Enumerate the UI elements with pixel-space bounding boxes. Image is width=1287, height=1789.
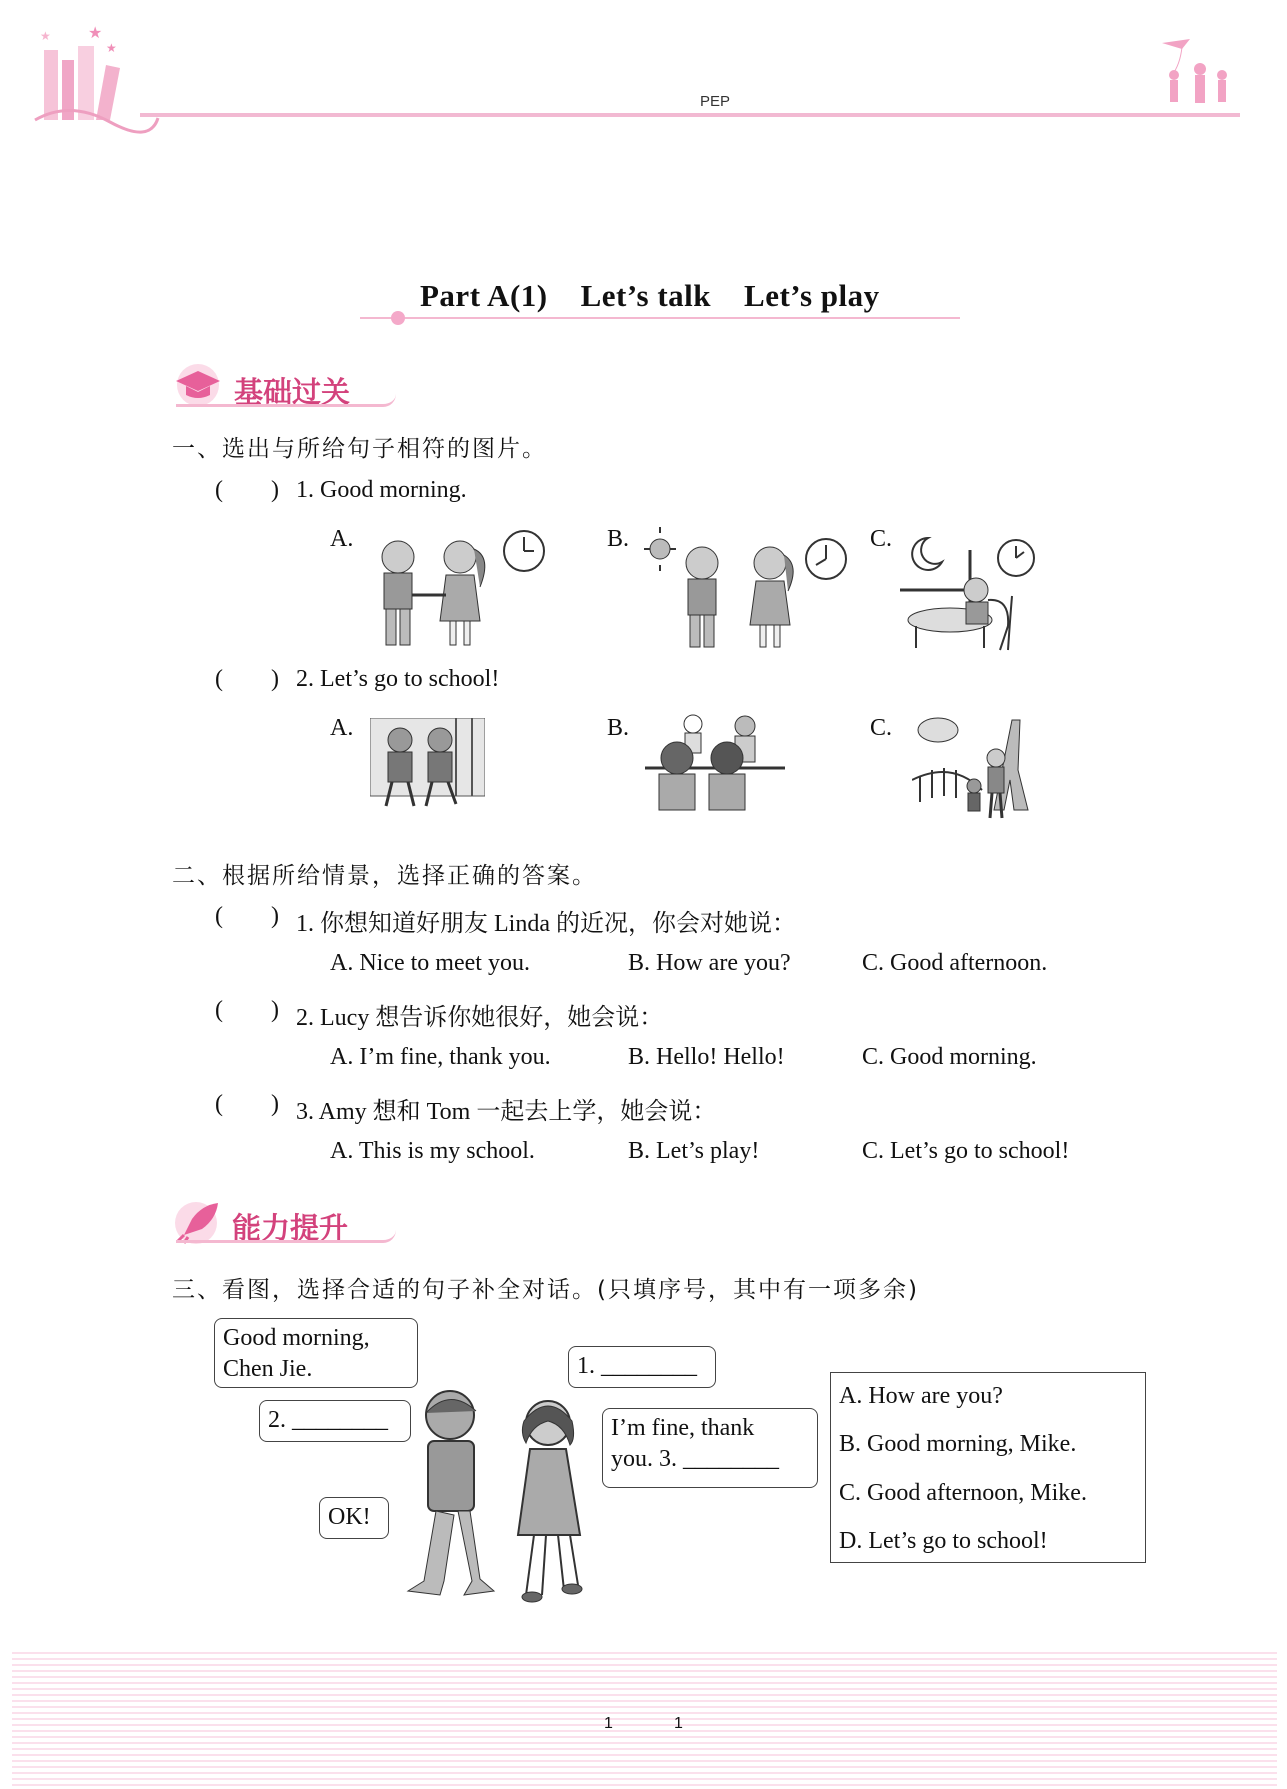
answer-option-b[interactable]: B. Good morning, Mike. [839, 1431, 1077, 1457]
q2-item3-option-c[interactable]: C. Let’s go to school! [862, 1138, 1070, 1164]
q2-item1-option-a[interactable]: A. Nice to meet you. [330, 950, 530, 976]
q1-item2-paren[interactable]: ( ) [215, 666, 279, 692]
q2-item3-option-a[interactable]: A. This is my school. [330, 1138, 535, 1164]
header-kids-illustration [1160, 35, 1240, 115]
q1-item1-picture-a[interactable] [370, 525, 550, 650]
q1-item1-option-a[interactable]: A. [330, 526, 354, 552]
section-basic-swoosh [176, 394, 396, 407]
section-advanced-swoosh [176, 1230, 396, 1243]
q2-item1-option-c[interactable]: C. Good afternoon. [862, 950, 1048, 976]
q2-item2-option-a[interactable]: A. I’m fine, thank you. [330, 1044, 551, 1070]
speech-bubble-blank-2[interactable]: 2. ________ [259, 1400, 411, 1442]
speech-bubble-blank-1[interactable]: 1. ________ [568, 1346, 716, 1388]
page-number-right: 1 [674, 1715, 683, 1732]
answer-option-d[interactable]: D. Let’s go to school! [839, 1528, 1048, 1554]
q1-item1-option-c[interactable]: C. [870, 526, 893, 552]
svg-text:★: ★ [40, 29, 51, 43]
answer-option-a[interactable]: A. How are you? [839, 1383, 1003, 1409]
q1-item2-picture-a[interactable] [370, 718, 485, 810]
section-advanced-heading: 能力提升 [232, 1211, 349, 1245]
q1-item1-option-b[interactable]: B. [607, 526, 630, 552]
header-label: PEP [700, 93, 731, 110]
page-title: Part A(1) Let’s talk Let’s play [420, 278, 880, 313]
q1-item1-picture-b[interactable] [642, 525, 852, 650]
q2-item1-option-b[interactable]: B. How are you? [628, 950, 791, 976]
q2-item3-option-b[interactable]: B. Let’s play! [628, 1138, 760, 1164]
q2-item3-text: 3. Amy 想和 Tom 一起去上学，她会说： [296, 1099, 717, 1125]
q2-item3-paren[interactable]: ( ) [215, 1091, 279, 1117]
q1-item2-option-a[interactable]: A. [330, 715, 354, 741]
speech-bubble-fine-thank-you[interactable]: I’m fine, thank you. 3. ________ [602, 1408, 818, 1488]
q2-item2-text: 2. Lucy 想告诉你她很好，她会说： [296, 1005, 664, 1031]
title-underline [360, 317, 960, 319]
section-basic-heading: 基础过关 [234, 375, 351, 409]
q1-item2-option-b[interactable]: B. [607, 715, 630, 741]
footer-band [12, 1652, 1277, 1789]
svg-text:★: ★ [106, 41, 117, 55]
q1-item1-picture-c[interactable] [900, 530, 1045, 655]
q2-heading: 二、根据所给情景，选择正确的答案。 [172, 863, 597, 889]
q1-item2-text: 2. Let’s go to school! [296, 666, 500, 692]
q1-item2-option-c[interactable]: C. [870, 715, 893, 741]
boy-girl-walking-illustration [400, 1385, 600, 1610]
page-number-left: 1 [604, 1715, 613, 1732]
q1-item2-picture-c[interactable] [912, 710, 1044, 825]
speech-bubble-ok: OK! [319, 1497, 389, 1539]
q2-item1-paren[interactable]: ( ) [215, 903, 279, 929]
title-dot [391, 311, 405, 325]
q1-item2-picture-b[interactable] [645, 710, 785, 812]
header-line [140, 113, 1240, 117]
q2-item1-text: 1. 你想知道好朋友 Linda 的近况，你会对她说： [296, 911, 796, 937]
svg-text:★: ★ [88, 25, 103, 42]
q2-item2-option-b[interactable]: B. Hello! Hello! [628, 1044, 785, 1070]
header-decoration [30, 20, 160, 135]
answer-option-c[interactable]: C. Good afternoon, Mike. [839, 1480, 1087, 1506]
q2-item2-paren[interactable]: ( ) [215, 997, 279, 1023]
q1-heading: 一、选出与所给句子相符的图片。 [172, 436, 547, 462]
q1-item1-text: 1. Good morning. [296, 477, 467, 503]
answer-options-box [830, 1372, 1146, 1563]
speech-bubble-good-morning: Good morning, Chen Jie. [214, 1318, 418, 1388]
q2-item2-option-c[interactable]: C. Good morning. [862, 1044, 1037, 1070]
q3-heading: 三、看图，选择合适的句子补全对话。(只填序号，其中有一项多余) [172, 1277, 919, 1303]
q1-item1-paren[interactable]: ( ) [215, 477, 279, 503]
